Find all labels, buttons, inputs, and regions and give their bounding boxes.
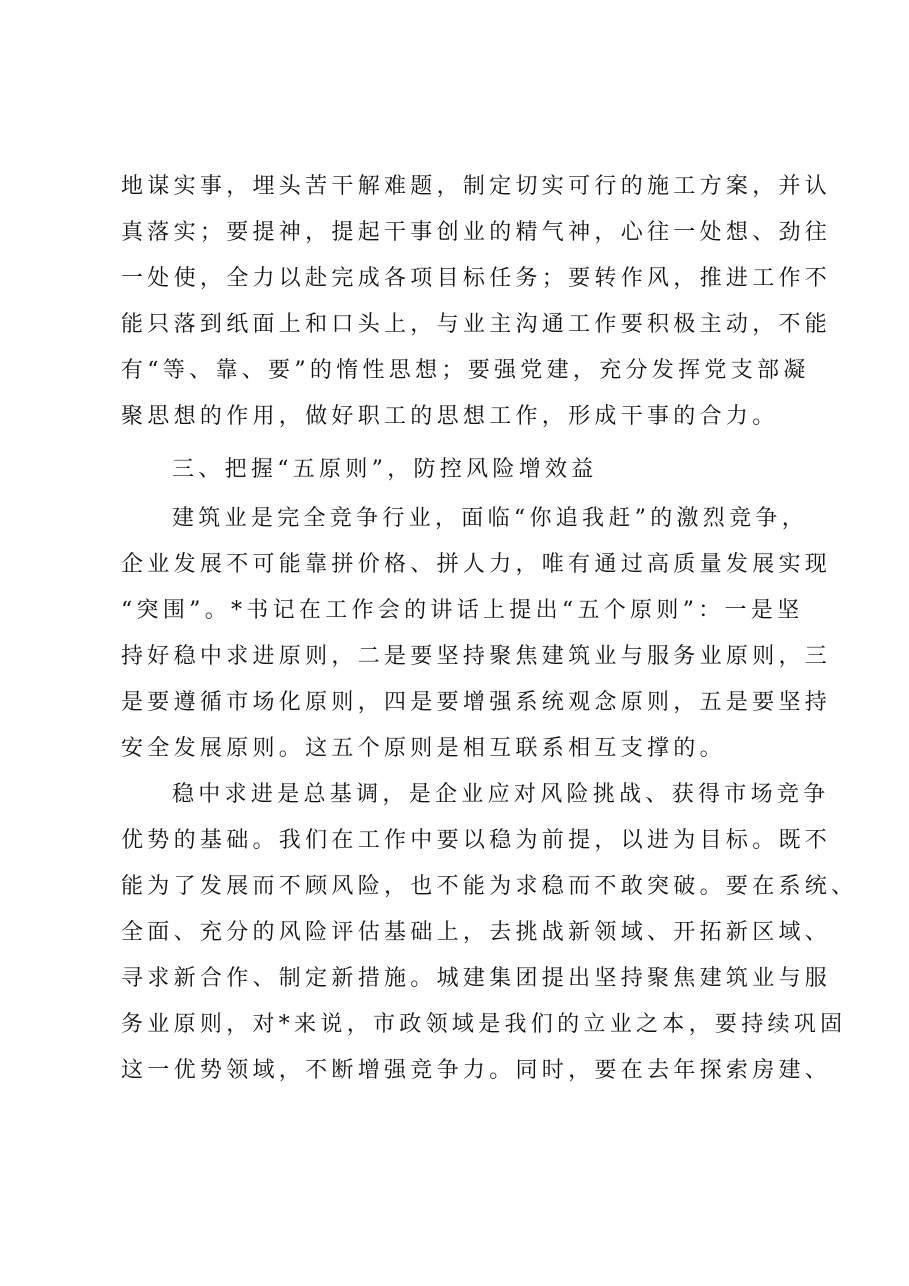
text-line-16: 能为了发展而不顾风险，也不能为求稳而不敢突破。要在系统、 — [121, 874, 858, 899]
text-line-3: 一处使，全力以赴完成各项目标任务；要转作风，推进工作不 — [121, 266, 832, 291]
text-line-5: 有“等、靠、要”的惰性思想；要强党建，充分发挥党支部凝 — [121, 358, 810, 383]
text-line-13: 安全发展原则。这五个原则是相互联系相互支撑的。 — [121, 736, 726, 761]
text-line-4: 能只落到纸面上和口头上，与业主沟通工作要积极主动，不能 — [121, 312, 832, 337]
text-line-8: 建筑业是完全竞争行业，面临“你追我赶”的激烈竞争， — [172, 506, 808, 531]
text-line-2: 真落实；要提神，提起干事创业的精气神，心往一处想、劲往 — [121, 220, 832, 245]
text-line-6: 聚思想的作用，做好职工的思想工作，形成干事的合力。 — [121, 404, 779, 429]
text-line-12: 是要遵循市场化原则，四是要增强系统观念原则，五是要坚持 — [121, 690, 832, 715]
text-line-19: 务业原则，对*来说，市政领域是我们的立业之本，要持续巩固 — [121, 1012, 847, 1037]
section-heading: 三、把握“五原则”，防控风险增效益 — [172, 457, 598, 482]
text-line-9: 企业发展不可能靠拼价格、拼人力，唯有通过高质量发展实现 — [121, 552, 832, 577]
text-line-20: 这一优势领域，不断增强竞争力。同时，要在去年探索房建、 — [121, 1058, 832, 1083]
text-line-1: 地谋实事，埋头苦干解难题，制定切实可行的施工方案，并认 — [121, 174, 832, 199]
text-line-17: 全面、充分的风险评估基础上，去挑战新领域、开拓新区域、 — [121, 920, 832, 945]
text-line-14: 稳中求进是总基调，是企业应对风险挑战、获得市场竞争 — [172, 782, 830, 807]
text-line-11: 持好稳中求进原则，二是要坚持聚焦建筑业与服务业原则，三 — [121, 644, 832, 669]
text-line-15: 优势的基础。我们在工作中要以稳为前提，以进为目标。既不 — [121, 828, 832, 853]
text-line-18: 寻求新合作、制定新措施。城建集团提出坚持聚焦建筑业与服 — [121, 966, 832, 991]
text-line-10: “突围”。*书记在工作会的讲话上提出“五个原则”：一是坚 — [121, 598, 804, 623]
